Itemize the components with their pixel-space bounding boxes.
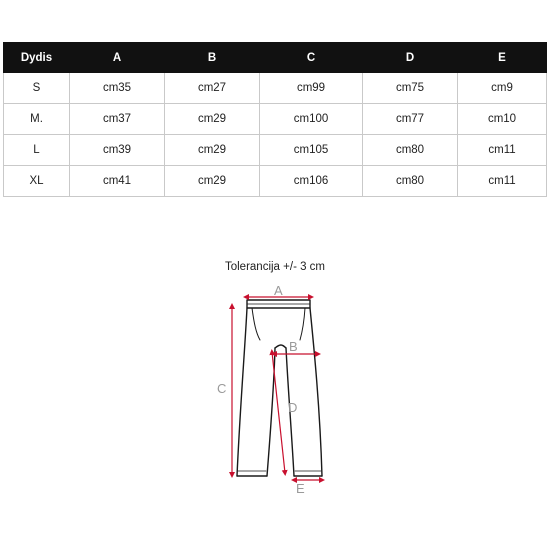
header-e: E [458, 43, 547, 73]
table-header-row [4, 43, 547, 73]
table-cell: cm99 [260, 73, 363, 104]
table-cell: cm75 [363, 73, 458, 104]
table-cell: XL [4, 166, 70, 197]
table-cell: cm37 [70, 104, 165, 135]
pants-outline [237, 300, 322, 476]
header-d: D [363, 43, 458, 73]
table-cell: cm77 [363, 104, 458, 135]
tolerance-note: Tolerancija +/- 3 cm [224, 261, 326, 273]
table-cell: cm80 [363, 166, 458, 197]
table-row [4, 135, 547, 166]
measure-d-line [272, 352, 285, 473]
table-row [4, 166, 547, 197]
size-table [3, 42, 547, 197]
label-b: B [289, 339, 298, 354]
table-row [4, 73, 547, 104]
label-e: E [296, 481, 305, 496]
table-cell: cm27 [165, 73, 260, 104]
table-cell: cm29 [165, 104, 260, 135]
table-cell: cm9 [458, 73, 547, 104]
table-cell: cm105 [260, 135, 363, 166]
table-cell: cm41 [70, 166, 165, 197]
table-cell: cm11 [458, 166, 547, 197]
table-cell: S [4, 73, 70, 104]
label-d: D [288, 400, 298, 415]
table-cell: cm80 [363, 135, 458, 166]
table-cell: cm106 [260, 166, 363, 197]
table-cell: cm29 [165, 166, 260, 197]
table-row [4, 104, 547, 135]
table-cell: M. [4, 104, 70, 135]
table-cell: cm39 [70, 135, 165, 166]
table-cell: cm35 [70, 73, 165, 104]
header-c: C [260, 43, 363, 73]
header-b: B [165, 43, 260, 73]
header-size: Dydis [4, 43, 70, 73]
header-a: A [70, 43, 165, 73]
label-c: C [217, 381, 227, 396]
table-cell: cm10 [458, 104, 547, 135]
pants-measurement-diagram [210, 278, 340, 498]
table-cell: cm100 [260, 104, 363, 135]
label-a: A [274, 283, 283, 298]
table-cell: cm29 [165, 135, 260, 166]
table-cell: L [4, 135, 70, 166]
table-cell: cm11 [458, 135, 547, 166]
